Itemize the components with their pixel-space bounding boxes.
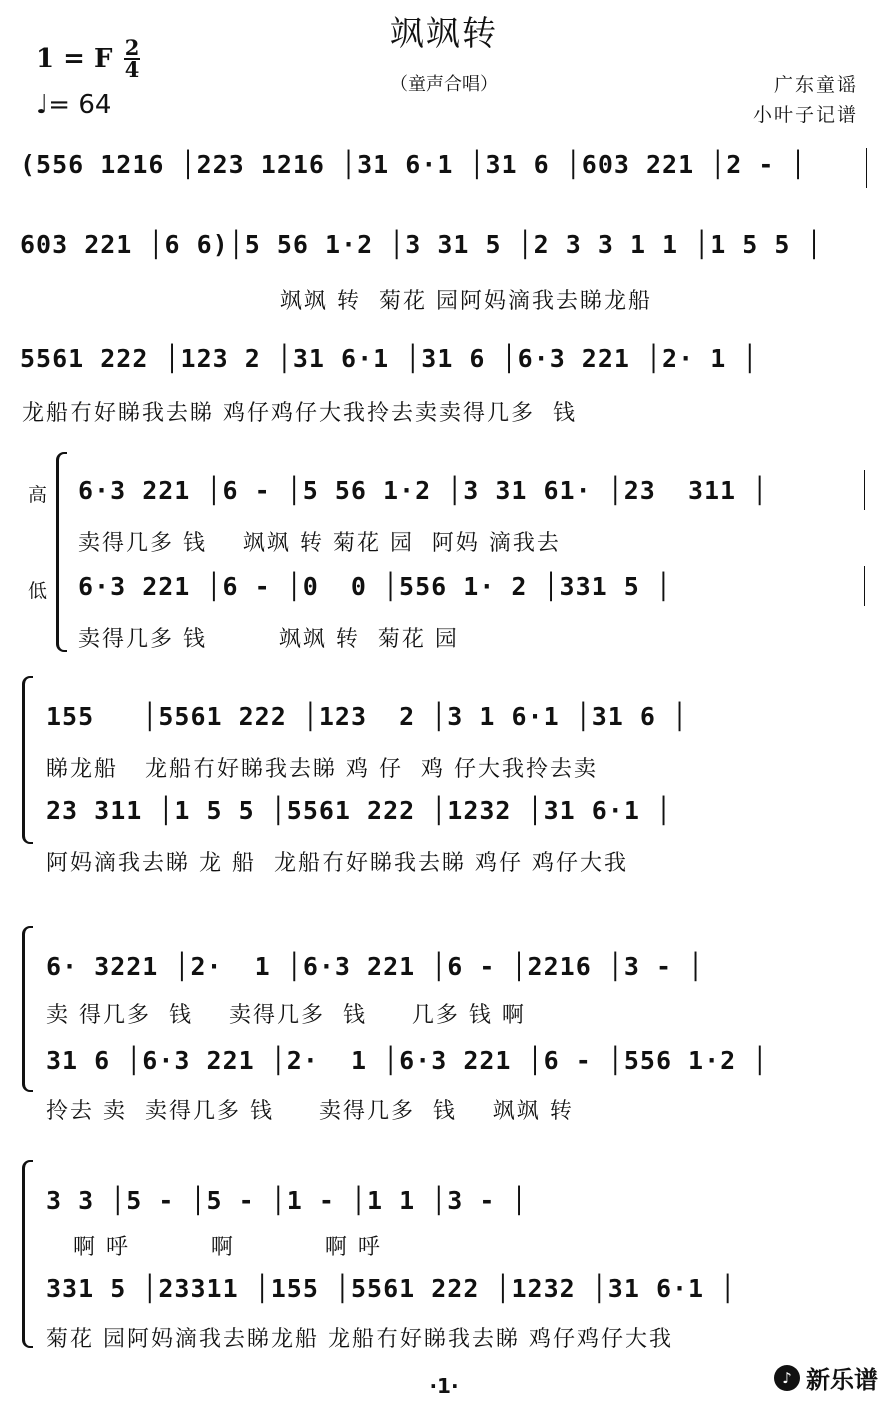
- origin-credit: 广东童谣: [773, 74, 858, 96]
- system-6-low-notes: 31 6 │6·3 221 │2· 1 │6·3 221 │6 - │556 1·2 │: [46, 1046, 769, 1075]
- system-7-low-lyrics: 菊花 园阿妈滴我去睇龙船 龙船冇好睇我去睇 鸡仔鸡仔大我: [46, 1327, 673, 1352]
- system-brace: [22, 1160, 33, 1348]
- music-note-icon: ♪: [774, 1365, 800, 1391]
- system-brace: [56, 452, 67, 652]
- arranger-credit: 小叶子记谱: [752, 104, 858, 126]
- system-7-low-notes: 331 5 │23311 │155 │5561 222 │1232 │31 6·1 │: [46, 1274, 737, 1303]
- tempo-marking: ♩= 64: [36, 90, 112, 120]
- song-title: 飒飒转: [390, 14, 498, 54]
- system-5-low-lyrics: 阿妈滴我去睇 龙 船 龙船冇好睇我去睇 鸡仔 鸡仔大我: [46, 851, 628, 876]
- time-sig-numerator: 2: [124, 35, 140, 60]
- system-brace: [22, 926, 33, 1092]
- system-4-high-lyrics: 卖得几多 钱 飒飒 转 菊花 园 阿妈 滴我去: [78, 531, 561, 556]
- system-brace: [22, 676, 33, 844]
- system-7-high-lyrics: 啊 呼 啊 啊 呼: [46, 1235, 382, 1260]
- barline: [864, 470, 865, 510]
- system-6-high-lyrics: 卖 得几多 钱 卖得几多 钱 几多 钱 啊: [46, 1003, 526, 1028]
- system-3-notes: 5561 222 │123 2 │31 6·1 │31 6 │6·3 221 │2· 1 │: [20, 344, 759, 373]
- system-4-low-lyrics: 卖得几多 钱 飒飒 转 菊花 园: [78, 627, 459, 652]
- site-logo: [774, 1360, 878, 1395]
- system-3-lyrics: 龙船冇好睇我去睇 鸡仔鸡仔大我拎去卖卖得几多 钱: [22, 401, 577, 426]
- logo-text: 新乐谱: [806, 1366, 878, 1394]
- system-4-high-notes: 6·3 221 │6 - │5 56 1·2 │3 31 61· │23 311 │: [78, 476, 769, 505]
- system-5-high-notes: 155 │5561 222 │123 2 │3 1 6·1 │31 6 │: [46, 702, 689, 731]
- page-number: ·1·: [429, 1374, 459, 1398]
- system-5-low-notes: 23 311 │1 5 5 │5561 222 │1232 │31 6·1 │: [46, 796, 672, 825]
- time-sig-denominator: 4: [124, 57, 140, 82]
- system-6-low-lyrics: 拎去 卖 卖得几多 钱 卖得几多 钱 飒飒 转: [46, 1099, 574, 1124]
- barline: [866, 148, 867, 188]
- song-subtitle: （童声合唱）: [390, 74, 498, 95]
- voice-label-low: 低: [28, 580, 48, 602]
- system-7-high-notes: 3 3 │5 - │5 - │1 - │1 1 │3 - │: [46, 1186, 528, 1215]
- system-1-notes: (556 1216 │223 1216 │31 6·1 │31 6 │603 221 │2 - │: [20, 150, 807, 179]
- time-signature: [124, 35, 140, 82]
- barline: [864, 566, 865, 606]
- system-6-high-notes: 6· 3221 │2· 1 │6·3 221 │6 - │2216 │3 - │: [46, 952, 705, 981]
- key-signature: 1 = F: [36, 44, 113, 74]
- system-2-lyrics: 飒飒 转 菊花 园阿妈滴我去睇龙船: [280, 289, 652, 314]
- system-4-low-notes: 6·3 221 │6 - │0 0 │556 1· 2 │331 5 │: [78, 572, 672, 601]
- system-2-notes: 603 221 │6 6)│5 56 1·2 │3 31 5 │2 3 3 1 1 │1 5 5 │: [20, 230, 823, 259]
- voice-label-high: 高: [28, 484, 48, 506]
- system-5-high-lyrics: 睇龙船 龙船冇好睇我去睇 鸡 仔 鸡 仔大我拎去卖: [46, 757, 598, 782]
